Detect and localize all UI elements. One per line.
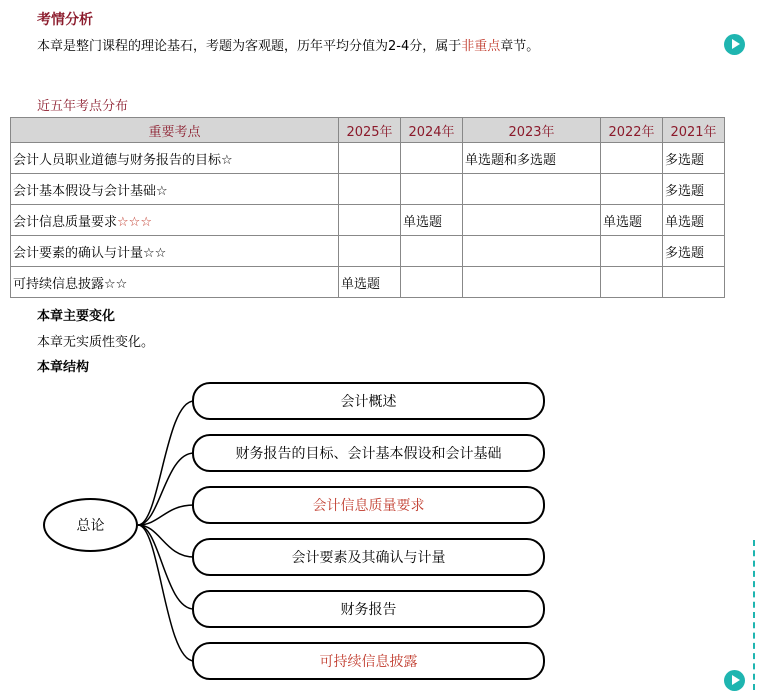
year-cell: 多选题 <box>663 174 725 205</box>
importance-stars: ☆ <box>156 183 168 199</box>
year-cell: 单选题 <box>601 205 663 236</box>
structure-title: 本章结构 <box>37 360 90 375</box>
topic-cell: 会计信息质量要求☆☆☆ <box>11 205 339 236</box>
year-cell: 单选题 <box>339 267 401 298</box>
mindmap-node: 可持续信息披露 <box>192 642 545 680</box>
col-header: 2024年 <box>401 118 463 143</box>
distribution-title: 近五年考点分布 <box>37 99 129 114</box>
mindmap-node: 财务报告的目标、会计基本假设和会计基础 <box>192 434 545 472</box>
col-header: 2021年 <box>663 118 725 143</box>
topic-cell: 可持续信息披露☆☆ <box>11 267 339 298</box>
dashed-divider <box>753 540 755 690</box>
changes-title: 本章主要变化 <box>37 309 116 324</box>
mindmap-node: 会计信息质量要求 <box>192 486 545 524</box>
year-cell: 多选题 <box>663 143 725 174</box>
year-cell: 单选题 <box>401 205 463 236</box>
year-cell: 多选题 <box>663 236 725 267</box>
mindmap-node: 会计概述 <box>192 382 545 420</box>
mindmap-node: 会计要素及其确认与计量 <box>192 538 545 576</box>
emphasis-text: 非重点 <box>461 39 501 54</box>
importance-stars: ☆☆ <box>104 276 128 292</box>
topic-cell: 会计人员职业道德与财务报告的目标☆ <box>11 143 339 174</box>
play-icon[interactable] <box>724 670 745 691</box>
col-header: 2025年 <box>339 118 401 143</box>
col-header: 2022年 <box>601 118 663 143</box>
importance-stars: ☆☆☆ <box>117 214 152 230</box>
importance-stars: ☆☆ <box>143 245 167 261</box>
col-header: 2023年 <box>463 118 601 143</box>
year-cell: 单选题和多选题 <box>463 143 601 174</box>
analysis-title: 考情分析 <box>37 12 93 28</box>
topic-cell: 会计要素的确认与计量☆☆ <box>11 236 339 267</box>
mindmap-node: 财务报告 <box>192 590 545 628</box>
changes-text: 本章无实质性变化。 <box>37 335 155 350</box>
col-header: 重要考点 <box>11 118 339 143</box>
analysis-text: 本章是整门课程的理论基石，考题为客观题，历年平均分值为2-4分，属于非重点章节。 <box>37 39 540 54</box>
topic-cell: 会计基本假设与会计基础☆ <box>11 174 339 205</box>
year-cell: 单选题 <box>663 205 725 236</box>
mindmap-root: 总论 <box>43 498 138 552</box>
importance-stars: ☆ <box>221 152 233 168</box>
